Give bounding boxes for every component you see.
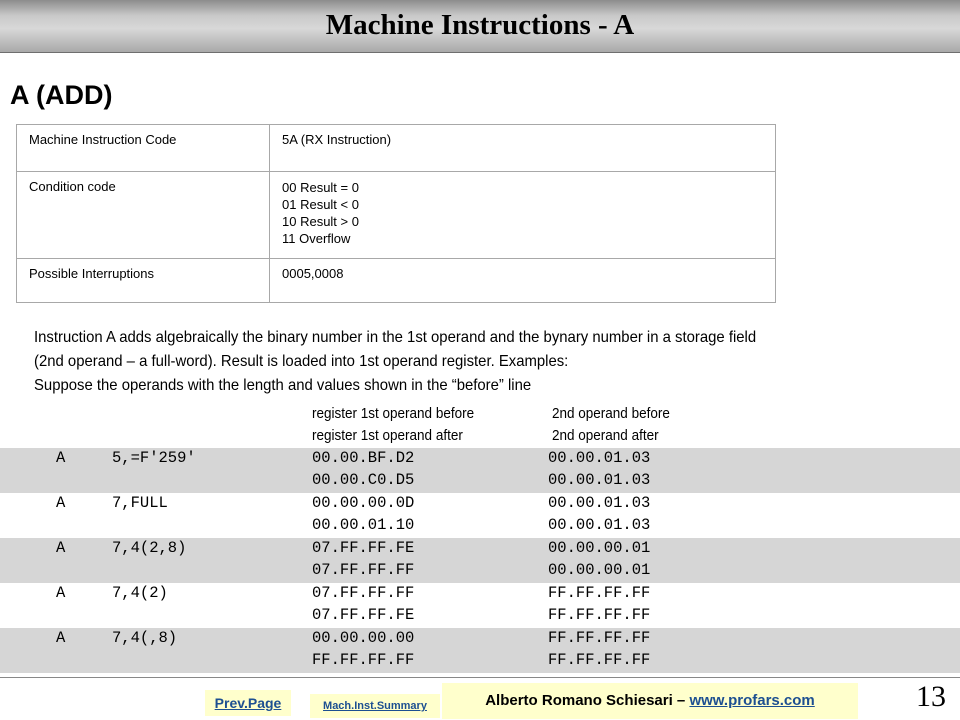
- example-op1-after: 07.FF.FF.FE: [312, 606, 415, 624]
- condition-code-values: [270, 172, 776, 259]
- example-row: [0, 538, 960, 583]
- condition-code-line: 10 Result > 0: [282, 214, 359, 229]
- example-op2-before: FF.FF.FF.FF: [548, 584, 651, 602]
- example-row: [0, 628, 960, 673]
- example-op1-before: 00.00.00.00: [312, 629, 415, 647]
- page-number: 13: [916, 680, 946, 713]
- instruction-heading: A (ADD): [10, 80, 113, 110]
- header-op2-before: 2nd operand before: [552, 405, 670, 422]
- example-op1-before: 00.00.BF.D2: [312, 449, 415, 467]
- example-op2-after: FF.FF.FF.FF: [548, 606, 651, 624]
- author-box: [442, 683, 858, 719]
- example-op1-before: 07.FF.FF.FF: [312, 584, 415, 602]
- table-row: [17, 125, 776, 172]
- example-op2-after: 00.00.01.03: [548, 471, 651, 489]
- instruction-info-table: [16, 124, 776, 303]
- example-op1-before: 00.00.00.0D: [312, 494, 415, 512]
- example-mnemonic: A: [56, 539, 66, 557]
- example-mnemonic: A: [56, 449, 66, 467]
- condition-code-line: 11 Overflow: [282, 231, 351, 246]
- header-op1-after: register 1st operand after: [312, 427, 463, 444]
- example-row: [0, 493, 960, 538]
- example-operands: 7,4(,8): [112, 629, 178, 647]
- example-mnemonic: A: [56, 494, 66, 512]
- example-operands: 7,4(2,8): [112, 539, 187, 557]
- condition-code-line: 00 Result = 0: [282, 180, 359, 195]
- example-op2-after: 00.00.00.01: [548, 561, 651, 579]
- table-row: [17, 259, 776, 303]
- example-op1-after: FF.FF.FF.FF: [312, 651, 415, 669]
- table-row: [17, 172, 776, 259]
- example-op2-before: 00.00.00.01: [548, 539, 651, 557]
- example-op1-after: 00.00.C0.D5: [312, 471, 415, 489]
- header-op2-after: 2nd operand after: [552, 427, 659, 444]
- description-line: Suppose the operands with the length and values shown in the “before” line: [34, 377, 532, 394]
- row-value: 0005,0008: [270, 259, 776, 303]
- title-bar: [0, 0, 960, 53]
- prev-page-button[interactable]: Prev.Page: [205, 690, 291, 716]
- example-row: [0, 448, 960, 493]
- example-op2-after: FF.FF.FF.FF: [548, 651, 651, 669]
- description-line: Instruction A adds algebraically the binary number in the 1st operand and the bynary number in a storage field: [34, 329, 757, 346]
- example-op1-after: 00.00.01.10: [312, 516, 415, 534]
- row-label: Condition code: [17, 172, 270, 259]
- example-op2-before: FF.FF.FF.FF: [548, 629, 651, 647]
- example-op2-before: 00.00.01.03: [548, 449, 651, 467]
- footer-divider: [0, 677, 960, 678]
- example-operands: 7,FULL: [112, 494, 168, 512]
- condition-code-line: 01 Result < 0: [282, 197, 359, 212]
- header-op1-before: register 1st operand before: [312, 405, 475, 422]
- author-name: Alberto Romano Schiesari –: [485, 692, 686, 709]
- example-op2-before: 00.00.01.03: [548, 494, 651, 512]
- description: [34, 326, 852, 398]
- row-label: Possible Interruptions: [17, 259, 270, 303]
- page-title: Machine Instructions - A: [325, 9, 635, 41]
- example-operands: 7,4(2): [112, 584, 168, 602]
- example-op1-before: 07.FF.FF.FE: [312, 539, 415, 557]
- example-operands: 5,=F'259': [112, 449, 196, 467]
- example-mnemonic: A: [56, 629, 66, 647]
- author-website-link[interactable]: www.profars.com: [689, 692, 815, 709]
- example-op1-after: 07.FF.FF.FF: [312, 561, 415, 579]
- example-row: [0, 583, 960, 628]
- row-value: 5A (RX Instruction): [270, 125, 776, 172]
- description-line: (2nd operand – a full-word). Result is loaded into 1st operand register. Examples:: [34, 353, 569, 370]
- summary-link[interactable]: Mach.Inst.Summary: [310, 694, 440, 718]
- example-mnemonic: A: [56, 584, 66, 602]
- example-op2-after: 00.00.01.03: [548, 516, 651, 534]
- row-label: Machine Instruction Code: [17, 125, 270, 172]
